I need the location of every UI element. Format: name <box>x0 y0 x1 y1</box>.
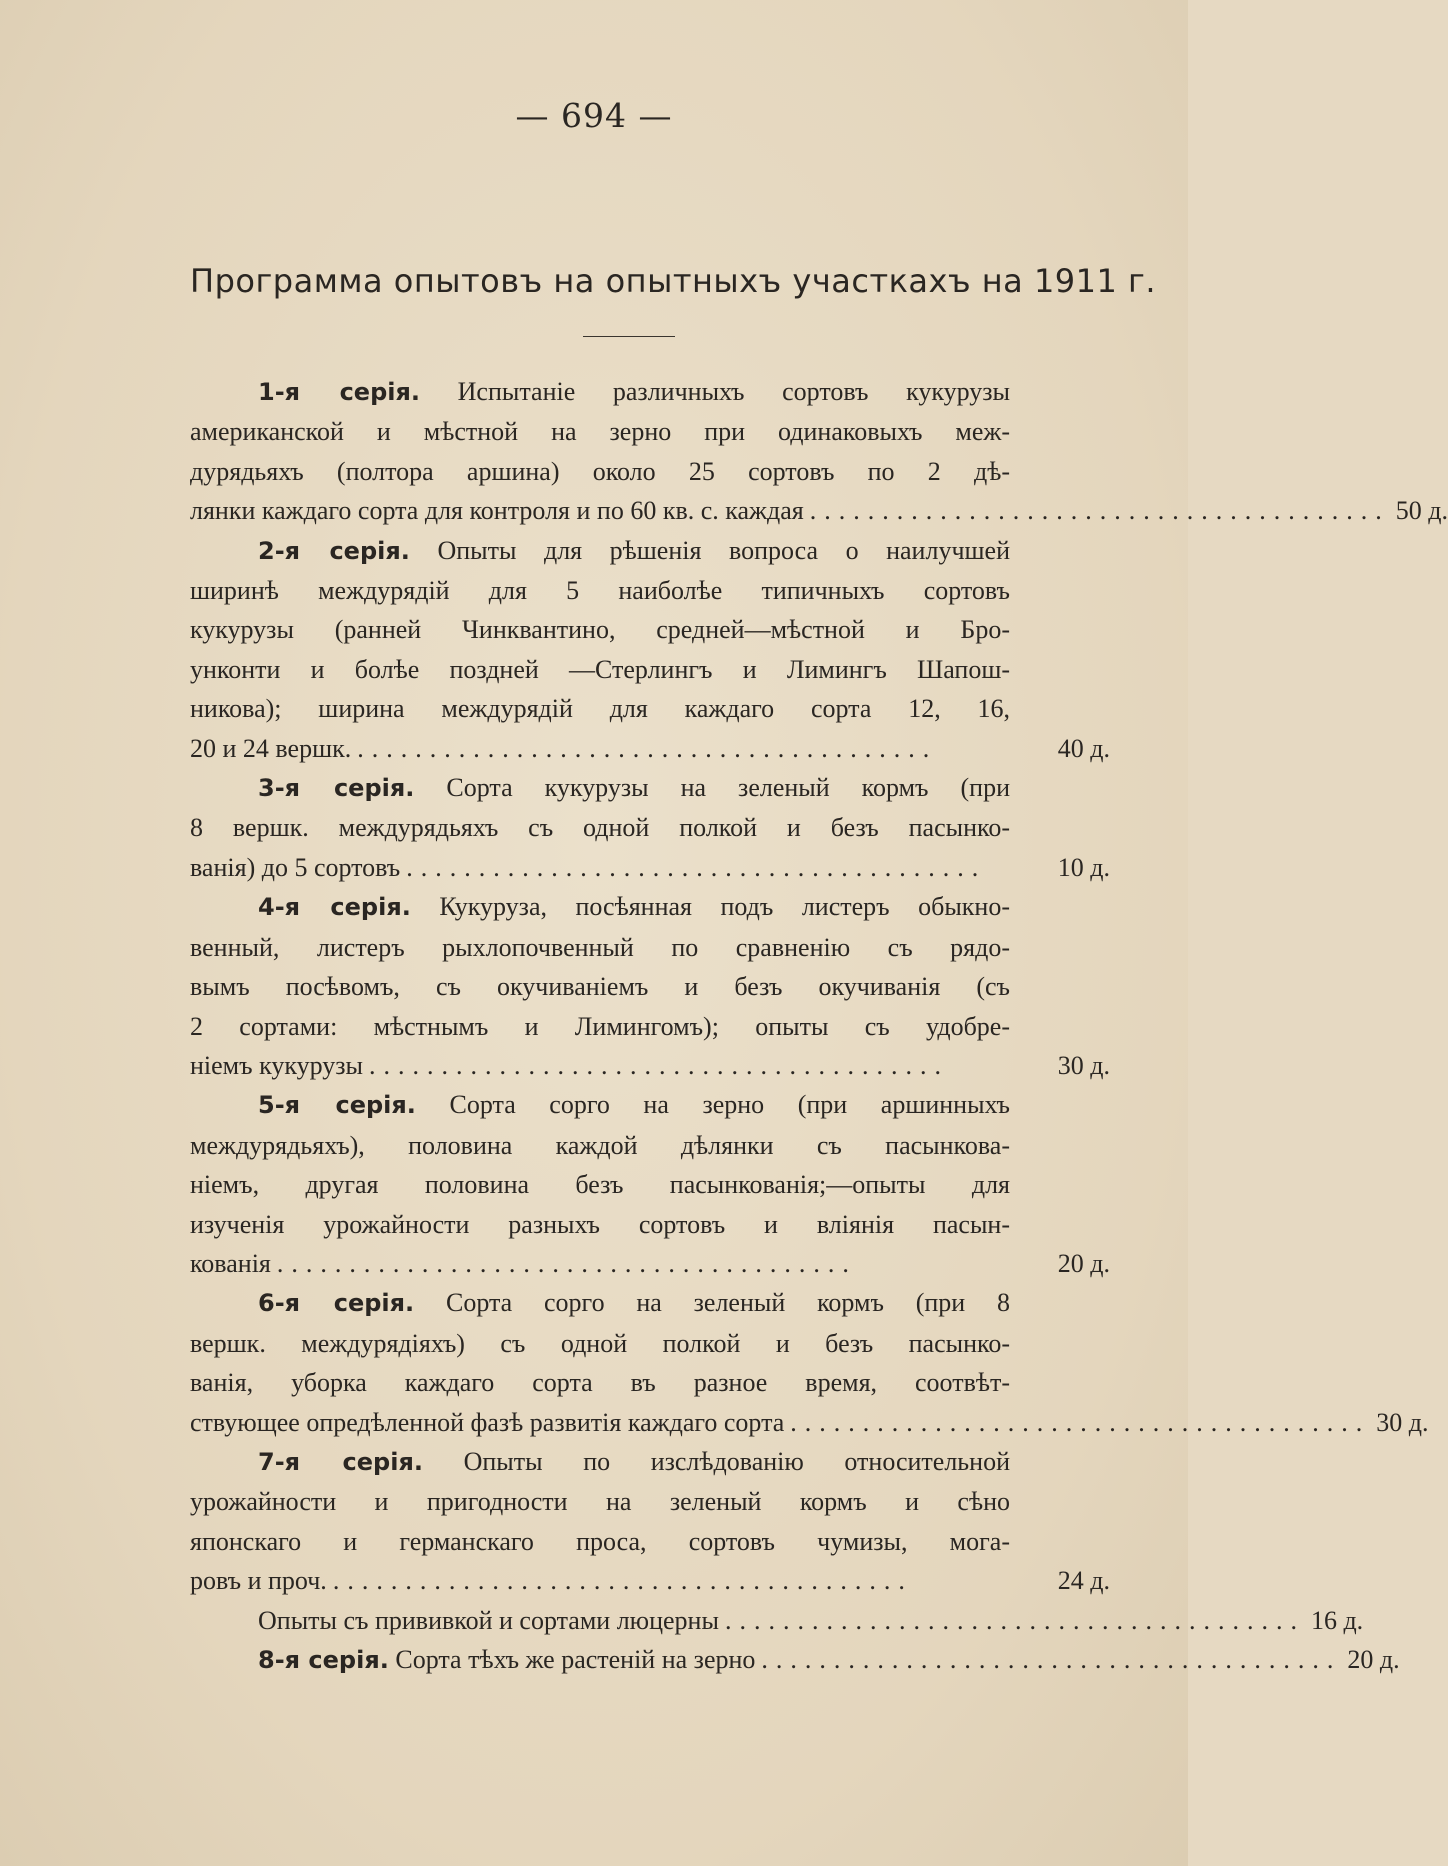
page-number: — 694 — <box>515 96 673 135</box>
dot-leader: ........................................ <box>406 852 987 882</box>
series-label: 1-я серія. <box>258 378 421 406</box>
entry-last-line <box>190 1244 1110 1283</box>
page-title: Программа опытовъ на опытныхъ участкахъ на 1911 г. <box>190 262 1157 300</box>
dot-leader: ........................................ <box>332 1566 913 1596</box>
plot-count: 20 д. <box>1347 1645 1400 1674</box>
plot-count: 24 д. <box>1057 1566 1110 1596</box>
series-label: 6-я серія. <box>258 1289 415 1318</box>
entry-text-line: урожайности и пригодности на зеленый кормъ и сѣно <box>190 1487 1010 1517</box>
entry-text-line: 5-я серія. Сорта сорго на зерно (при аршинныхъ <box>258 1090 1011 1120</box>
entry-text-line: вымъ посѣвомъ, съ окучиваніемъ и безъ окучиванія (съ <box>190 972 1010 1002</box>
entry-last-line <box>190 1640 1400 1680</box>
entry-last-line <box>190 491 1448 530</box>
series-label: 4-я серія. <box>258 893 411 922</box>
program-entry <box>190 887 1110 1085</box>
dot-leader: ........................................ <box>790 1407 1371 1437</box>
series-label: 5-я серія. <box>258 1091 416 1120</box>
entry-text-line: кованія <box>190 1248 271 1278</box>
program-entry <box>190 1085 1110 1283</box>
program-entry <box>190 531 1110 768</box>
entry-text-line: 20 и 24 вершк. <box>190 733 352 763</box>
entry-text-line: ванія) до 5 сортовъ <box>190 852 401 882</box>
series-label: 7-я серія. <box>258 1447 423 1476</box>
program-entry <box>190 768 1110 887</box>
series-label: 2-я серія. <box>258 536 410 565</box>
entry-text-line: 8-я серія. Сорта тѣхъ же растеній на зерно <box>258 1645 756 1674</box>
entry-text-line: венный, листеръ рыхлопочвенный по сравненію съ рядо- <box>190 932 1010 962</box>
entry-text-line: ніемъ кукурузы <box>190 1050 363 1080</box>
dot-leader: ........................................ <box>809 496 1390 526</box>
entry-text-line: ширинѣ междурядій для 5 наиболѣе типичныхъ сортовъ <box>190 576 1010 606</box>
program-entry <box>190 1601 1364 1640</box>
program-entry <box>190 372 1448 531</box>
entry-text-line: кукурузы (ранней Чинквантино, средней—мѣстной и Бро- <box>190 615 1010 645</box>
entry-text-line: 2-я серія. Опыты для рѣшенія вопроса о наилучшей <box>258 535 1010 565</box>
entry-text-line: ствующее опредѣленной фазѣ развитія каждаго сорта <box>190 1407 785 1437</box>
entry-text-line: Опыты съ прививкой и сортами люцерны <box>258 1605 719 1635</box>
entry-text-line: 2 сортами: мѣстнымъ и Лимингомъ); опыты съ удобре- <box>190 1011 1010 1041</box>
program-list <box>190 372 1448 1680</box>
title-divider <box>583 336 675 337</box>
series-label: 8-я серія. <box>258 1646 389 1674</box>
plot-count: 20 д. <box>1057 1248 1110 1278</box>
dot-leader: ........................................ <box>369 1050 949 1080</box>
entry-text-line: 3-я серія. Сорта кукурузы на зеленый кормъ (при <box>258 773 1010 803</box>
entry-last-line <box>190 1561 1110 1600</box>
dot-leader: ........................................ <box>357 733 938 763</box>
entry-text-line: вершк. междурядіяхъ) съ одной полкой и безъ пасынко- <box>190 1328 1010 1358</box>
dot-leader: ........................................ <box>761 1645 1342 1674</box>
plot-count: 10 д. <box>1057 852 1110 882</box>
entry-text-line: 7-я серія. Опыты по изслѣдованію относительной <box>258 1446 1010 1476</box>
entry-text-line: лянки каждаго сорта для контроля и по 60 кв. с. каждая <box>190 496 804 526</box>
entry-last-line <box>190 848 1110 887</box>
entry-text-line: 8 вершк. междурядьяхъ съ одной полкой и безъ пасынко- <box>190 813 1010 843</box>
dot-leader: ........................................ <box>724 1605 1305 1635</box>
entry-text-line: ванія, уборка каждаго сорта въ разное время, соотвѣт- <box>190 1368 1010 1398</box>
program-entry <box>190 1640 1400 1680</box>
series-label: 3-я серія. <box>258 774 415 803</box>
entry-text-line: никова); ширина междурядій для каждаго сорта 12, 16, <box>190 694 1010 724</box>
entry-text-line: 6-я серія. Сорта сорго на зеленый кормъ (при 8 <box>258 1288 1010 1318</box>
entry-text-line: японскаго и германскаго проса, сортовъ чумизы, мога- <box>190 1526 1010 1556</box>
entry-text-line: американской и мѣстной на зерно при одинаковыхъ меж- <box>190 417 1010 447</box>
program-entry <box>190 1283 1429 1442</box>
entry-text-line: дурядьяхъ (полтора аршина) около 25 сортовъ по 2 дѣ- <box>190 456 1010 486</box>
entry-text-line: ровъ и проч. <box>190 1566 327 1596</box>
plot-count: 50 д. <box>1395 496 1448 526</box>
entry-text-line: междурядьяхъ), половина каждой дѣлянки съ пасынкова- <box>190 1130 1010 1160</box>
entry-text-line: изученія урожайности разныхъ сортовъ и вліянія пасын- <box>190 1209 1010 1239</box>
plot-count: 40 д. <box>1057 733 1110 763</box>
plot-count: 30 д. <box>1376 1407 1429 1437</box>
dot-leader: ........................................ <box>276 1248 857 1278</box>
entry-text-line: ніемъ, другая половина безъ пасынкованія;—опыты для <box>190 1170 1010 1200</box>
entry-last-line <box>190 1601 1364 1640</box>
entry-text-line: унконти и болѣе поздней —Стерлингъ и Лимингъ Шапош- <box>190 654 1010 684</box>
plot-count: 30 д. <box>1057 1050 1110 1080</box>
program-entry <box>190 1442 1110 1601</box>
entry-last-line <box>190 729 1110 768</box>
plot-count: 16 д. <box>1310 1605 1364 1635</box>
entry-last-line <box>190 1403 1429 1442</box>
entry-last-line <box>190 1046 1110 1085</box>
entry-text-line: 1-я серія. Испытаніе различныхъ сортовъ кукурузы <box>258 377 1010 406</box>
entry-text-line: 4-я серія. Кукуруза, посѣянная подъ листеръ обыкно- <box>258 892 1011 922</box>
